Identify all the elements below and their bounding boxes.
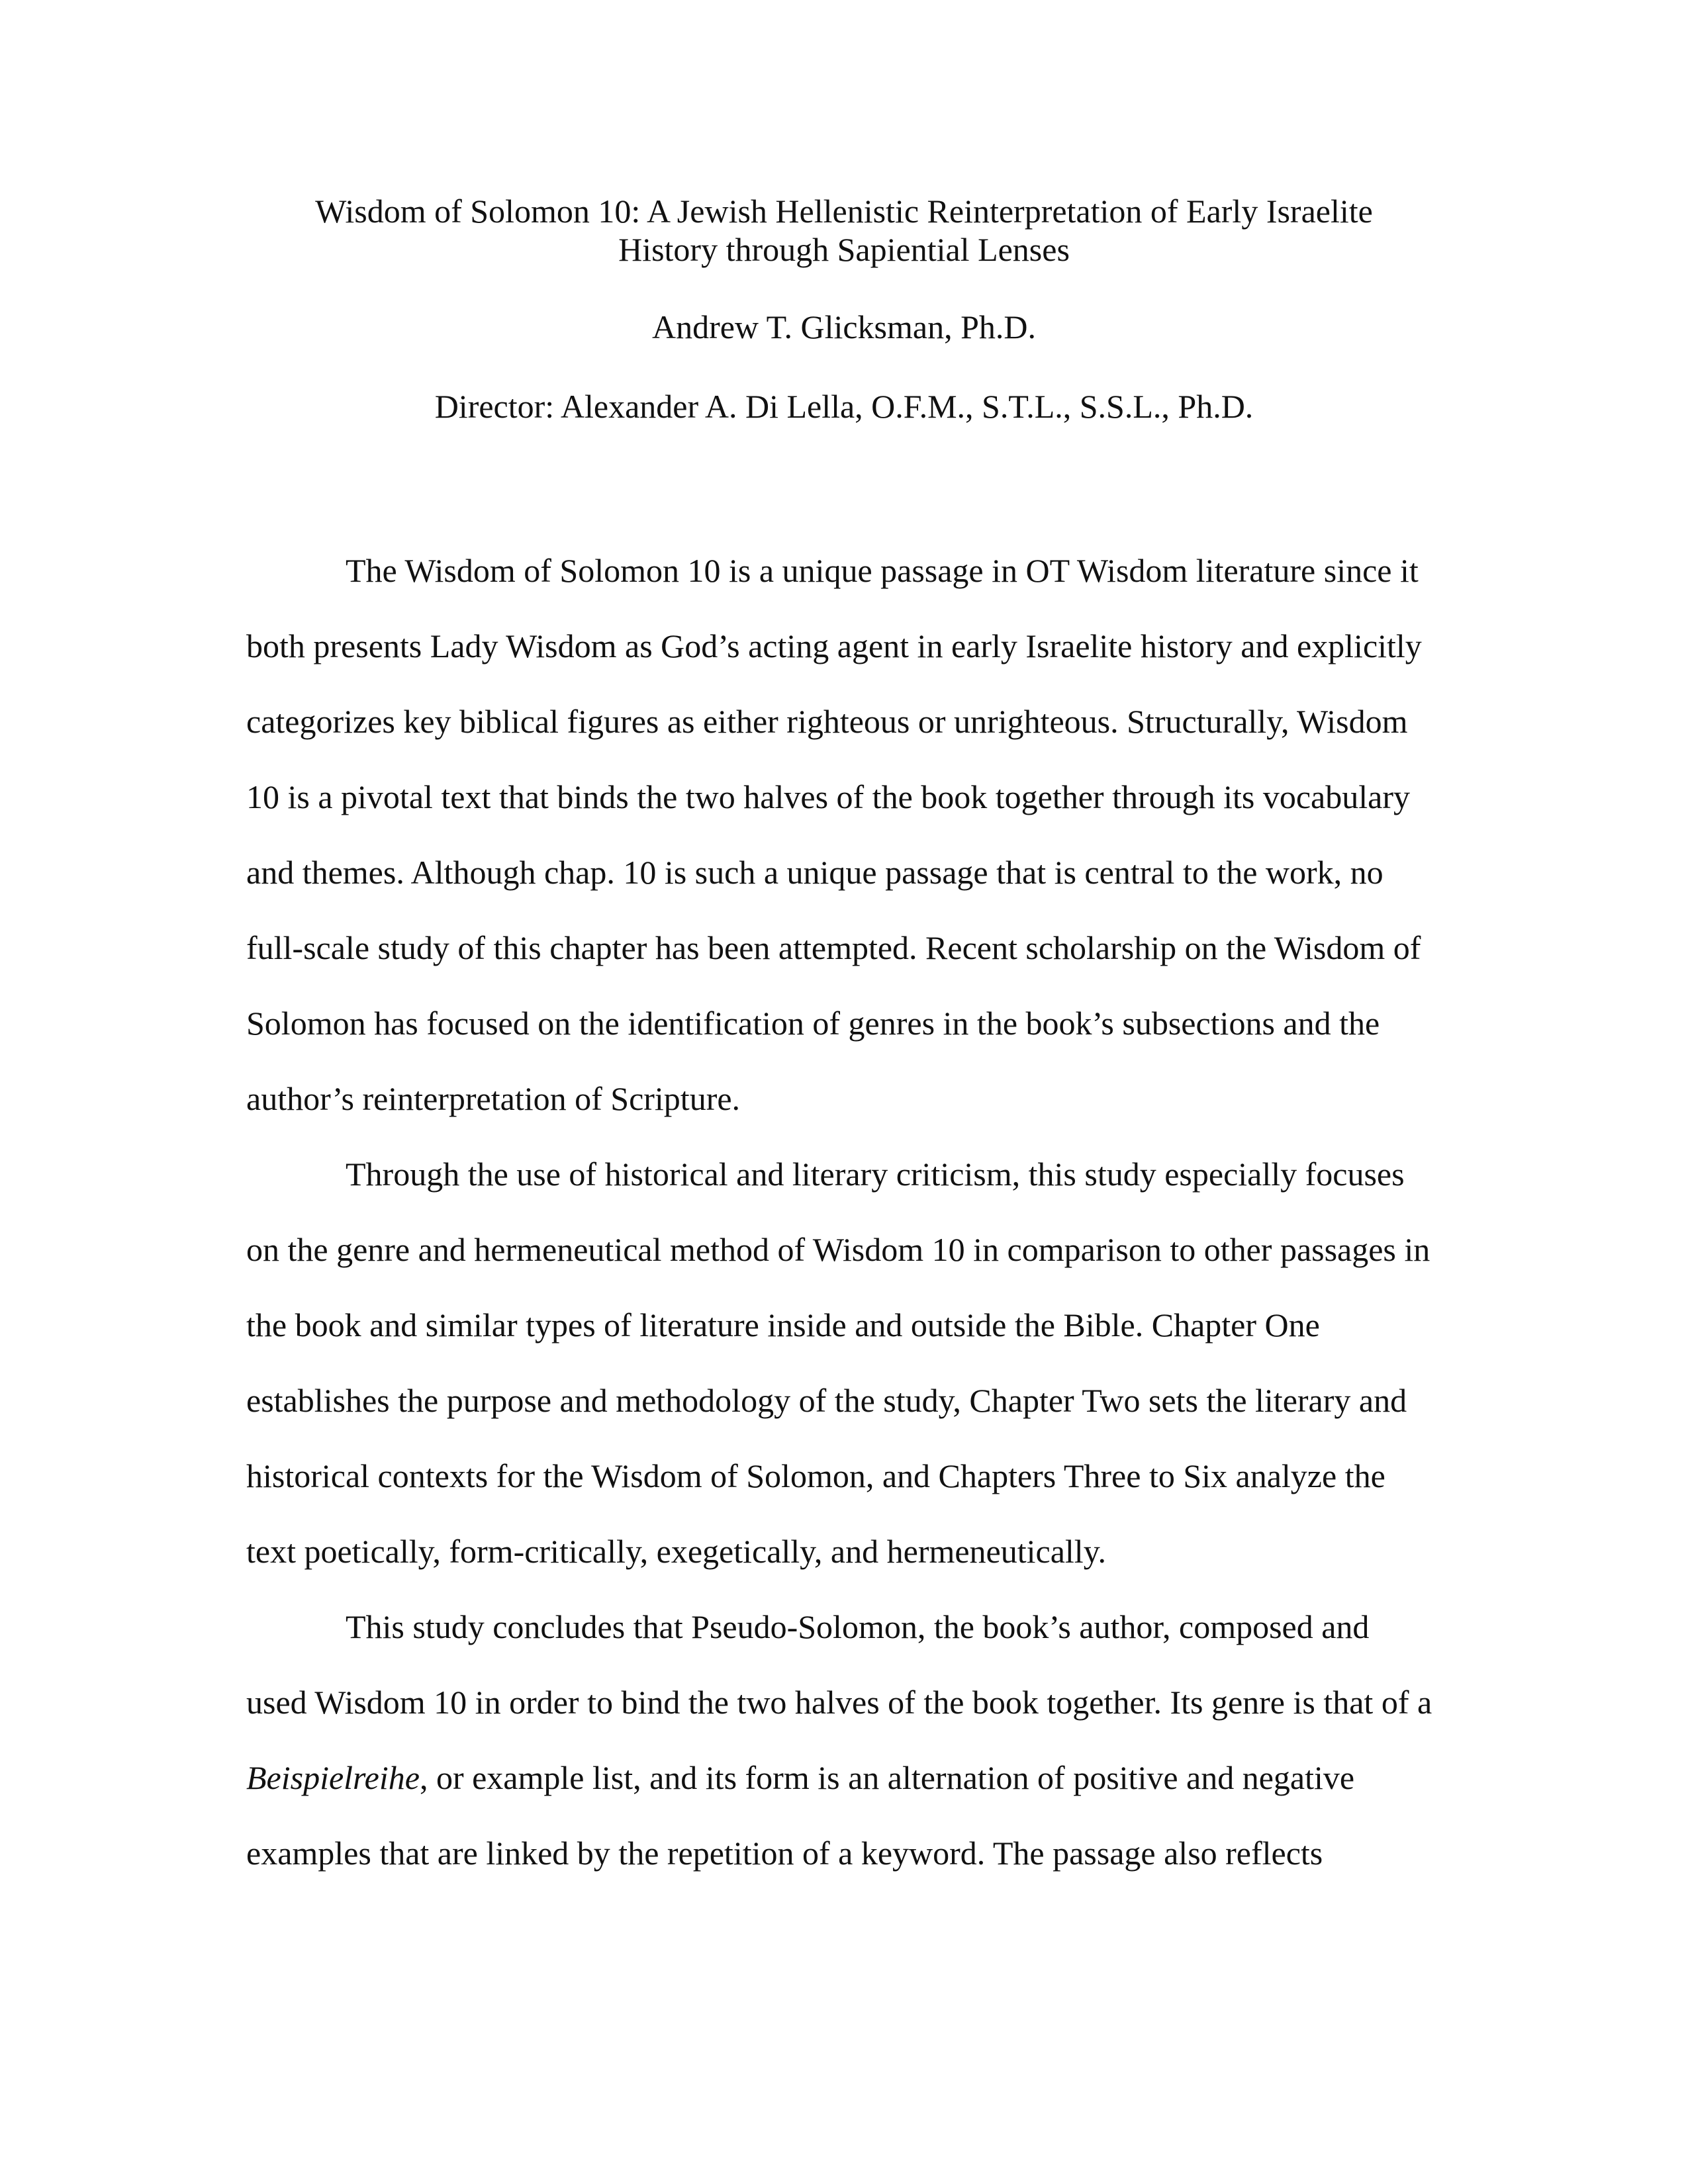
- text-line: establishes the purpose and methodology of the study, Chapter Two sets the literary and: [246, 1382, 1407, 1419]
- title-line-2: History through Sapiential Lenses: [618, 231, 1070, 268]
- text-line: full-scale study of this chapter has been attempted. Recent scholarship on the Wisdom of: [246, 929, 1421, 966]
- paragraph-3: [246, 1589, 1442, 1891]
- author-name: Andrew T. Glicksman, Ph.D.: [651, 308, 1037, 345]
- italic-term: Beispielreihe: [246, 1759, 420, 1796]
- text-line: both presents Lady Wisdom as God’s acting agent in early Israelite history and explicitly: [246, 627, 1422, 664]
- text-line: categorizes key biblical figures as either righteous or unrighteous. Structurally, Wisdom: [246, 703, 1408, 740]
- text-line: used Wisdom 10 in order to bind the two halves of the book together. Its genre is that of a: [246, 1684, 1432, 1721]
- text-line: [246, 1740, 1442, 1815]
- title-line-1: Wisdom of Solomon 10: A Jewish Hellenistic Reinterpretation of Early Israelite: [315, 193, 1373, 230]
- text-line: the book and similar types of literature inside and outside the Bible. Chapter One: [246, 1306, 1320, 1343]
- abstract-body: [246, 533, 1442, 1891]
- text-fragment: , or example list, and its form is an alternation of positive and negative: [419, 1759, 1355, 1796]
- text-line: text poetically, form-critically, exegetically, and hermeneutically.: [246, 1533, 1106, 1570]
- text-line: author’s reinterpretation of Scripture.: [246, 1080, 741, 1117]
- text-line: Through the use of historical and literary criticism, this study especially focuses: [346, 1156, 1405, 1193]
- paragraph-1: [246, 533, 1442, 1136]
- text-line: 10 is a pivotal text that binds the two halves of the book together through its vocabulary: [246, 778, 1410, 815]
- text-line: on the genre and hermeneutical method of Wisdom 10 in comparison to other passages in: [246, 1231, 1430, 1268]
- text-line: The Wisdom of Solomon 10 is a unique passage in OT Wisdom literature since it: [346, 552, 1419, 589]
- text-line: and themes. Although chap. 10 is such a unique passage that is central to the work, no: [246, 854, 1383, 891]
- text-line: This study concludes that Pseudo-Solomon, the book’s author, composed and: [346, 1608, 1370, 1645]
- director-line: Director: Alexander A. Di Lella, O.F.M., S.T.L., S.S.L., Ph.D.: [434, 388, 1254, 425]
- paragraph-2: [246, 1136, 1442, 1589]
- text-line: Solomon has focused on the identification of genres in the book’s subsections and the: [246, 1005, 1380, 1042]
- text-line: historical contexts for the Wisdom of Solomon, and Chapters Three to Six analyze the: [246, 1457, 1385, 1494]
- text-line: examples that are linked by the repetition of a keyword. The passage also reflects: [246, 1835, 1323, 1872]
- document-title: [199, 192, 1489, 269]
